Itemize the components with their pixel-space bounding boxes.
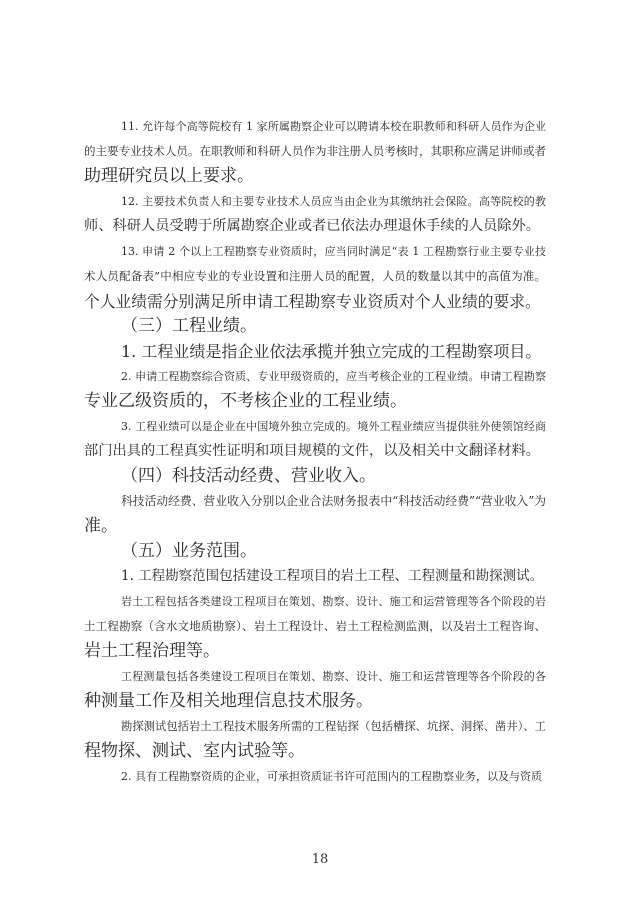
paragraph (84, 664, 546, 714)
paragraph-line: 个人业绩需分别满足所申请工程勘察专业资质对个人业绩的要求。 (84, 292, 541, 311)
paragraph-line: 土工程勘察（含水文地质勘察）、岩土工程设计、岩土工程检测监测，以及岩土工程咨询、 (84, 619, 546, 633)
paragraph-line: 2. 具有工程勘察资质的企业，可承担资质证书许可范围内的工程勘察业务，以及与资质 (121, 770, 542, 783)
paragraph (84, 239, 546, 314)
paragraph-line: （五）业务范围。 (121, 541, 257, 561)
paragraph (84, 564, 546, 589)
paragraph-line: 3. 工程业绩可以是企业在中国境外独立完成的。境外工程业绩应当提供驻外使领馆经商 (121, 420, 546, 433)
paragraph-line: 1. 工程勘察范围包括建设工程项目的岩土工程、工程测量和勘探测试。 (121, 568, 544, 584)
paragraph (84, 539, 546, 564)
paragraph (84, 464, 546, 489)
paragraph-line: 专业乙级资质的，不考核企业的工程业绩。 (84, 391, 407, 411)
paragraph-line: 科技活动经费、营业收入分别以企业合法财务报表中“科技活动经费”“营业收入”为 (121, 494, 546, 508)
paragraph (84, 589, 546, 664)
paragraph-line: 1. 工程业绩是指企业依法承揽并独立完成的工程勘察项目。 (121, 342, 542, 361)
paragraph (84, 189, 546, 239)
paragraph-line: 2. 申请工程勘察综合资质、专业甲级资质的，应当考核企业的工程业绩。申请工程勘察 (121, 370, 546, 383)
paragraph (84, 114, 546, 189)
page-number: 18 (311, 852, 329, 867)
paragraph (84, 764, 546, 789)
paragraph-line: 勘探测试包括岩土工程技术服务所需的工程钻探（包括槽探、坑探、洞探、凿井）、工 (121, 720, 546, 733)
paragraph (84, 364, 546, 414)
paragraph-line: 师、科研人员受聘于所属勘察企业或者已依法办理退休手续的人员除外。 (84, 218, 541, 234)
paragraph-line: 工程测量包括各类建设工程项目在策划、勘察、设计、施工和运营管理等各个阶段的各 (121, 670, 546, 683)
paragraph-line: 13. 申请 2 个以上工程勘察专业资质时，应当同时满足“表 1 工程勘察行业主要专业技 (121, 245, 546, 258)
paragraph-line: 种测量工作及相关地理信息技术服务。 (84, 691, 373, 711)
paragraph-line: 12. 主要技术负责人和主要专业技术人员应当由企业为其缴纳社会保险。高等院校的教 (121, 195, 546, 208)
paragraph-line: 岩土工程包括各类建设工程项目在策划、勘察、设计、施工和运营管理等各个阶段的岩 (121, 595, 546, 608)
paragraph-line: 助理研究员以上要求。 (84, 166, 254, 186)
paragraph (84, 714, 546, 764)
paragraph (84, 314, 546, 339)
paragraph-line: 11. 允许每个高等院校有 1 家所属勘察企业可以聘请本校在职教师和科研人员作为企业 (121, 120, 546, 133)
paragraph (84, 489, 546, 539)
document-body (84, 114, 546, 789)
paragraph-line: （三）工程业绩。 (121, 316, 257, 336)
paragraph-line: 术人员配备表”中相应专业的专业设置和注册人员的配置，人员的数量以其中的高值为准。 (84, 269, 546, 283)
paragraph-line: 岩土工程治理等。 (84, 641, 220, 661)
paragraph-line: 准。 (84, 516, 118, 536)
paragraph (84, 414, 546, 464)
paragraph-line: （四）科技活动经费、营业收入。 (121, 466, 376, 486)
paragraph-line: 部门出具的工程真实性证明和项目规模的文件，以及相关中文翻译材料。 (84, 443, 541, 459)
paragraph-line: 的主要专业技术人员。在职教师和科研人员作为非注册人员考核时，其职称应满足讲师或者 (84, 144, 546, 158)
paragraph (84, 339, 546, 364)
paragraph-line: 程物探、测试、室内试验等。 (84, 741, 305, 761)
